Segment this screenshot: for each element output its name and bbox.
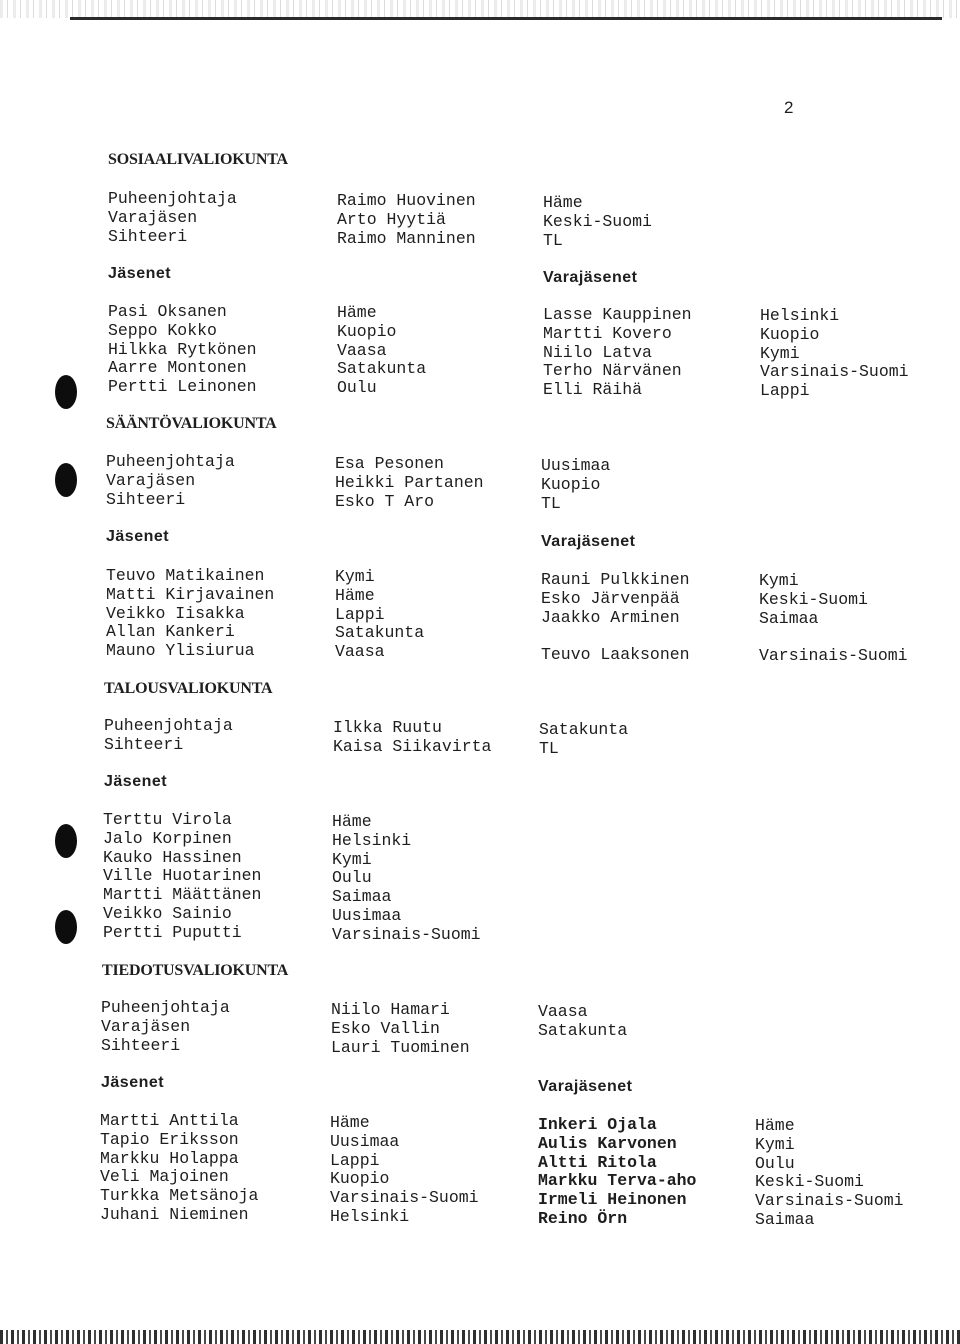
deputy-regions [759, 572, 908, 666]
punch-hole [55, 375, 77, 409]
name: Martti Anttila [100, 1111, 239, 1130]
region: Oulu [755, 1153, 795, 1173]
members-label: Jäsenet [104, 773, 168, 790]
officer-names [337, 192, 476, 248]
punch-hole [55, 463, 77, 497]
name: Ilkka Ruutu [333, 718, 442, 737]
officer-roles [108, 190, 237, 246]
name: Lauri Tuominen [331, 1037, 470, 1057]
role: Sihteeri [106, 489, 186, 509]
members-label: Jäsenet [108, 265, 172, 282]
region: Helsinki [332, 830, 412, 850]
committee-title-sosiaali: SOSIAALIVALIOKUNTA [108, 151, 288, 168]
officer-regions [541, 457, 610, 513]
committee-title-talous: TALOUSVALIOKUNTA [104, 680, 273, 697]
role: Varajäsen [108, 207, 198, 227]
name: Ville Huotarinen [103, 866, 262, 886]
deputy-regions [760, 307, 909, 401]
officer-names [333, 719, 491, 757]
region: Häme [332, 812, 372, 831]
region: Oulu [332, 868, 372, 888]
region: Häme [335, 585, 375, 605]
deputy-names [541, 571, 690, 665]
officer-regions [539, 721, 628, 759]
region: Kuopio [330, 1169, 390, 1189]
region: Lappi [760, 381, 810, 401]
region: Uusimaa [330, 1131, 400, 1151]
region: Varsinais-Suomi [755, 1191, 904, 1211]
scan-edge-top [0, 0, 960, 18]
region: Keski-Suomi [755, 1172, 864, 1192]
role: Puheenjohtaja [101, 998, 230, 1017]
scan-edge-bottom [0, 1330, 960, 1344]
region: Oulu [337, 378, 377, 398]
name: Mauno Ylisiurua [106, 641, 255, 661]
name: Martti Määttänen [103, 885, 262, 905]
officer-names [335, 455, 484, 511]
members-label: Jäsenet [106, 528, 170, 545]
deputy-names [543, 306, 692, 400]
region: Kuopio [337, 321, 397, 341]
region: Vaasa [538, 1002, 588, 1021]
name: Allan Kankeri [106, 622, 235, 642]
name: Arto Hyytiä [337, 209, 446, 229]
top-rule [70, 17, 942, 20]
region: Kymi [755, 1134, 795, 1154]
name: Irmeli Heinonen [538, 1190, 687, 1210]
committee-title-saanto: SÄÄNTÖVALIOKUNTA [106, 415, 277, 432]
deputy-names [538, 1116, 696, 1229]
role: Puheenjohtaja [104, 716, 233, 735]
role: Sihteeri [104, 734, 184, 754]
name: Veli Majoinen [100, 1167, 229, 1187]
name: Pasi Oksanen [108, 302, 227, 321]
name: Esko Vallin [331, 1018, 440, 1038]
member-names [103, 811, 261, 943]
region: Häme [543, 193, 583, 212]
name: Seppo Kokko [108, 320, 217, 340]
deputies-label: Varajäsenet [541, 533, 636, 550]
name: Matti Kirjavainen [106, 584, 275, 604]
name: Aarre Montonen [108, 358, 247, 378]
role: Puheenjohtaja [108, 189, 237, 208]
name: Teuvo Laaksonen [541, 645, 690, 665]
region: Keski-Suomi [759, 589, 868, 609]
name: Heikki Partanen [335, 472, 484, 492]
region: Helsinki [330, 1206, 410, 1226]
name: Niilo Hamari [331, 1000, 450, 1019]
role: Puheenjohtaja [106, 452, 235, 471]
name: Aulis Karvonen [538, 1133, 677, 1153]
name: Elli Räihä [543, 380, 643, 400]
region: Lappi [335, 604, 385, 624]
name: Jalo Korpinen [103, 828, 232, 848]
name: Juhani Nieminen [100, 1204, 249, 1224]
name: Raimo Manninen [337, 228, 476, 248]
role: Varajäsen [106, 470, 196, 490]
region: Satakunta [335, 623, 425, 643]
name: Hilkka Rytkönen [108, 339, 257, 359]
region: Varsinais-Suomi [330, 1188, 479, 1208]
members-label: Jäsenet [101, 1074, 165, 1091]
role: Varajäsen [101, 1016, 191, 1036]
region: Häme [337, 303, 377, 322]
region: Vaasa [337, 340, 387, 360]
region: Varsinais-Suomi [759, 646, 908, 666]
region: Kuopio [541, 474, 601, 494]
name: Reino Örn [538, 1208, 628, 1228]
region: Satakunta [538, 1020, 628, 1040]
deputy-regions [755, 1117, 904, 1230]
officer-roles [104, 717, 233, 755]
name: Markku Holappa [100, 1148, 239, 1168]
region: Häme [755, 1116, 795, 1135]
member-regions [337, 304, 426, 398]
region: Varsinais-Suomi [760, 362, 909, 382]
region: TL [541, 493, 561, 513]
officer-regions [543, 194, 652, 250]
region: TL [539, 738, 559, 758]
name: Lasse Kauppinen [543, 305, 692, 324]
region: Uusimaa [541, 456, 611, 475]
name: Kauko Hassinen [103, 847, 242, 867]
name: Esko T Aro [335, 491, 435, 511]
role: Sihteeri [101, 1035, 181, 1055]
role: Sihteeri [108, 226, 188, 246]
region: Saimaa [759, 608, 819, 628]
member-regions [332, 813, 481, 945]
officer-roles [101, 999, 230, 1055]
member-regions [335, 568, 424, 662]
member-names [108, 303, 257, 397]
region: Uusimaa [332, 905, 402, 925]
officer-regions [538, 1003, 627, 1041]
region: Saimaa [755, 1209, 815, 1229]
name: Esko Järvenpää [541, 588, 680, 608]
name: Tapio Eriksson [100, 1129, 239, 1149]
name: Terttu Virola [103, 810, 232, 829]
name: Teuvo Matikainen [106, 566, 265, 585]
region: Häme [330, 1113, 370, 1132]
region: Kuopio [760, 324, 820, 344]
punch-hole [55, 824, 77, 858]
region: Varsinais-Suomi [332, 924, 481, 944]
region: Kymi [335, 567, 375, 586]
name: Turkka Metsänoja [100, 1186, 259, 1206]
region: Helsinki [760, 306, 840, 325]
region: Kymi [760, 343, 800, 363]
name: Veikko Sainio [103, 903, 232, 923]
region: Keski-Suomi [543, 211, 652, 231]
name: Jaakko Arminen [541, 607, 680, 627]
region: Kymi [759, 571, 799, 590]
officer-names [331, 1001, 470, 1057]
region: Satakunta [337, 359, 427, 379]
officer-roles [106, 453, 235, 509]
deputies-label: Varajäsenet [543, 269, 638, 286]
region: Vaasa [335, 642, 385, 662]
committee-title-tiedotus: TIEDOTUSVALIOKUNTA [102, 962, 289, 979]
name: Niilo Latva [543, 342, 652, 362]
deputies-label: Varajäsenet [538, 1078, 633, 1095]
name: Terho Närvänen [543, 361, 682, 381]
region: Saimaa [332, 887, 392, 907]
name: Altti Ritola [538, 1152, 657, 1172]
name: Markku Terva-aho [538, 1171, 697, 1191]
name: Veikko Iisakka [106, 603, 245, 623]
region: TL [543, 230, 563, 250]
name: Esa Pesonen [335, 454, 444, 473]
member-names [106, 567, 274, 661]
member-regions [330, 1114, 479, 1227]
name: Rauni Pulkkinen [541, 570, 690, 589]
name: Raimo Huovinen [337, 191, 476, 210]
name: Kaisa Siikavirta [333, 736, 492, 756]
name: Inkeri Ojala [538, 1115, 657, 1134]
name: Pertti Leinonen [108, 377, 257, 397]
page-number: 2 [784, 98, 794, 117]
region: Satakunta [539, 720, 629, 739]
name: Pertti Puputti [103, 922, 242, 942]
name: Martti Kovero [543, 323, 672, 343]
member-names [100, 1112, 258, 1225]
punch-hole [55, 910, 77, 944]
region: Lappi [330, 1150, 380, 1170]
region: Kymi [332, 849, 372, 869]
